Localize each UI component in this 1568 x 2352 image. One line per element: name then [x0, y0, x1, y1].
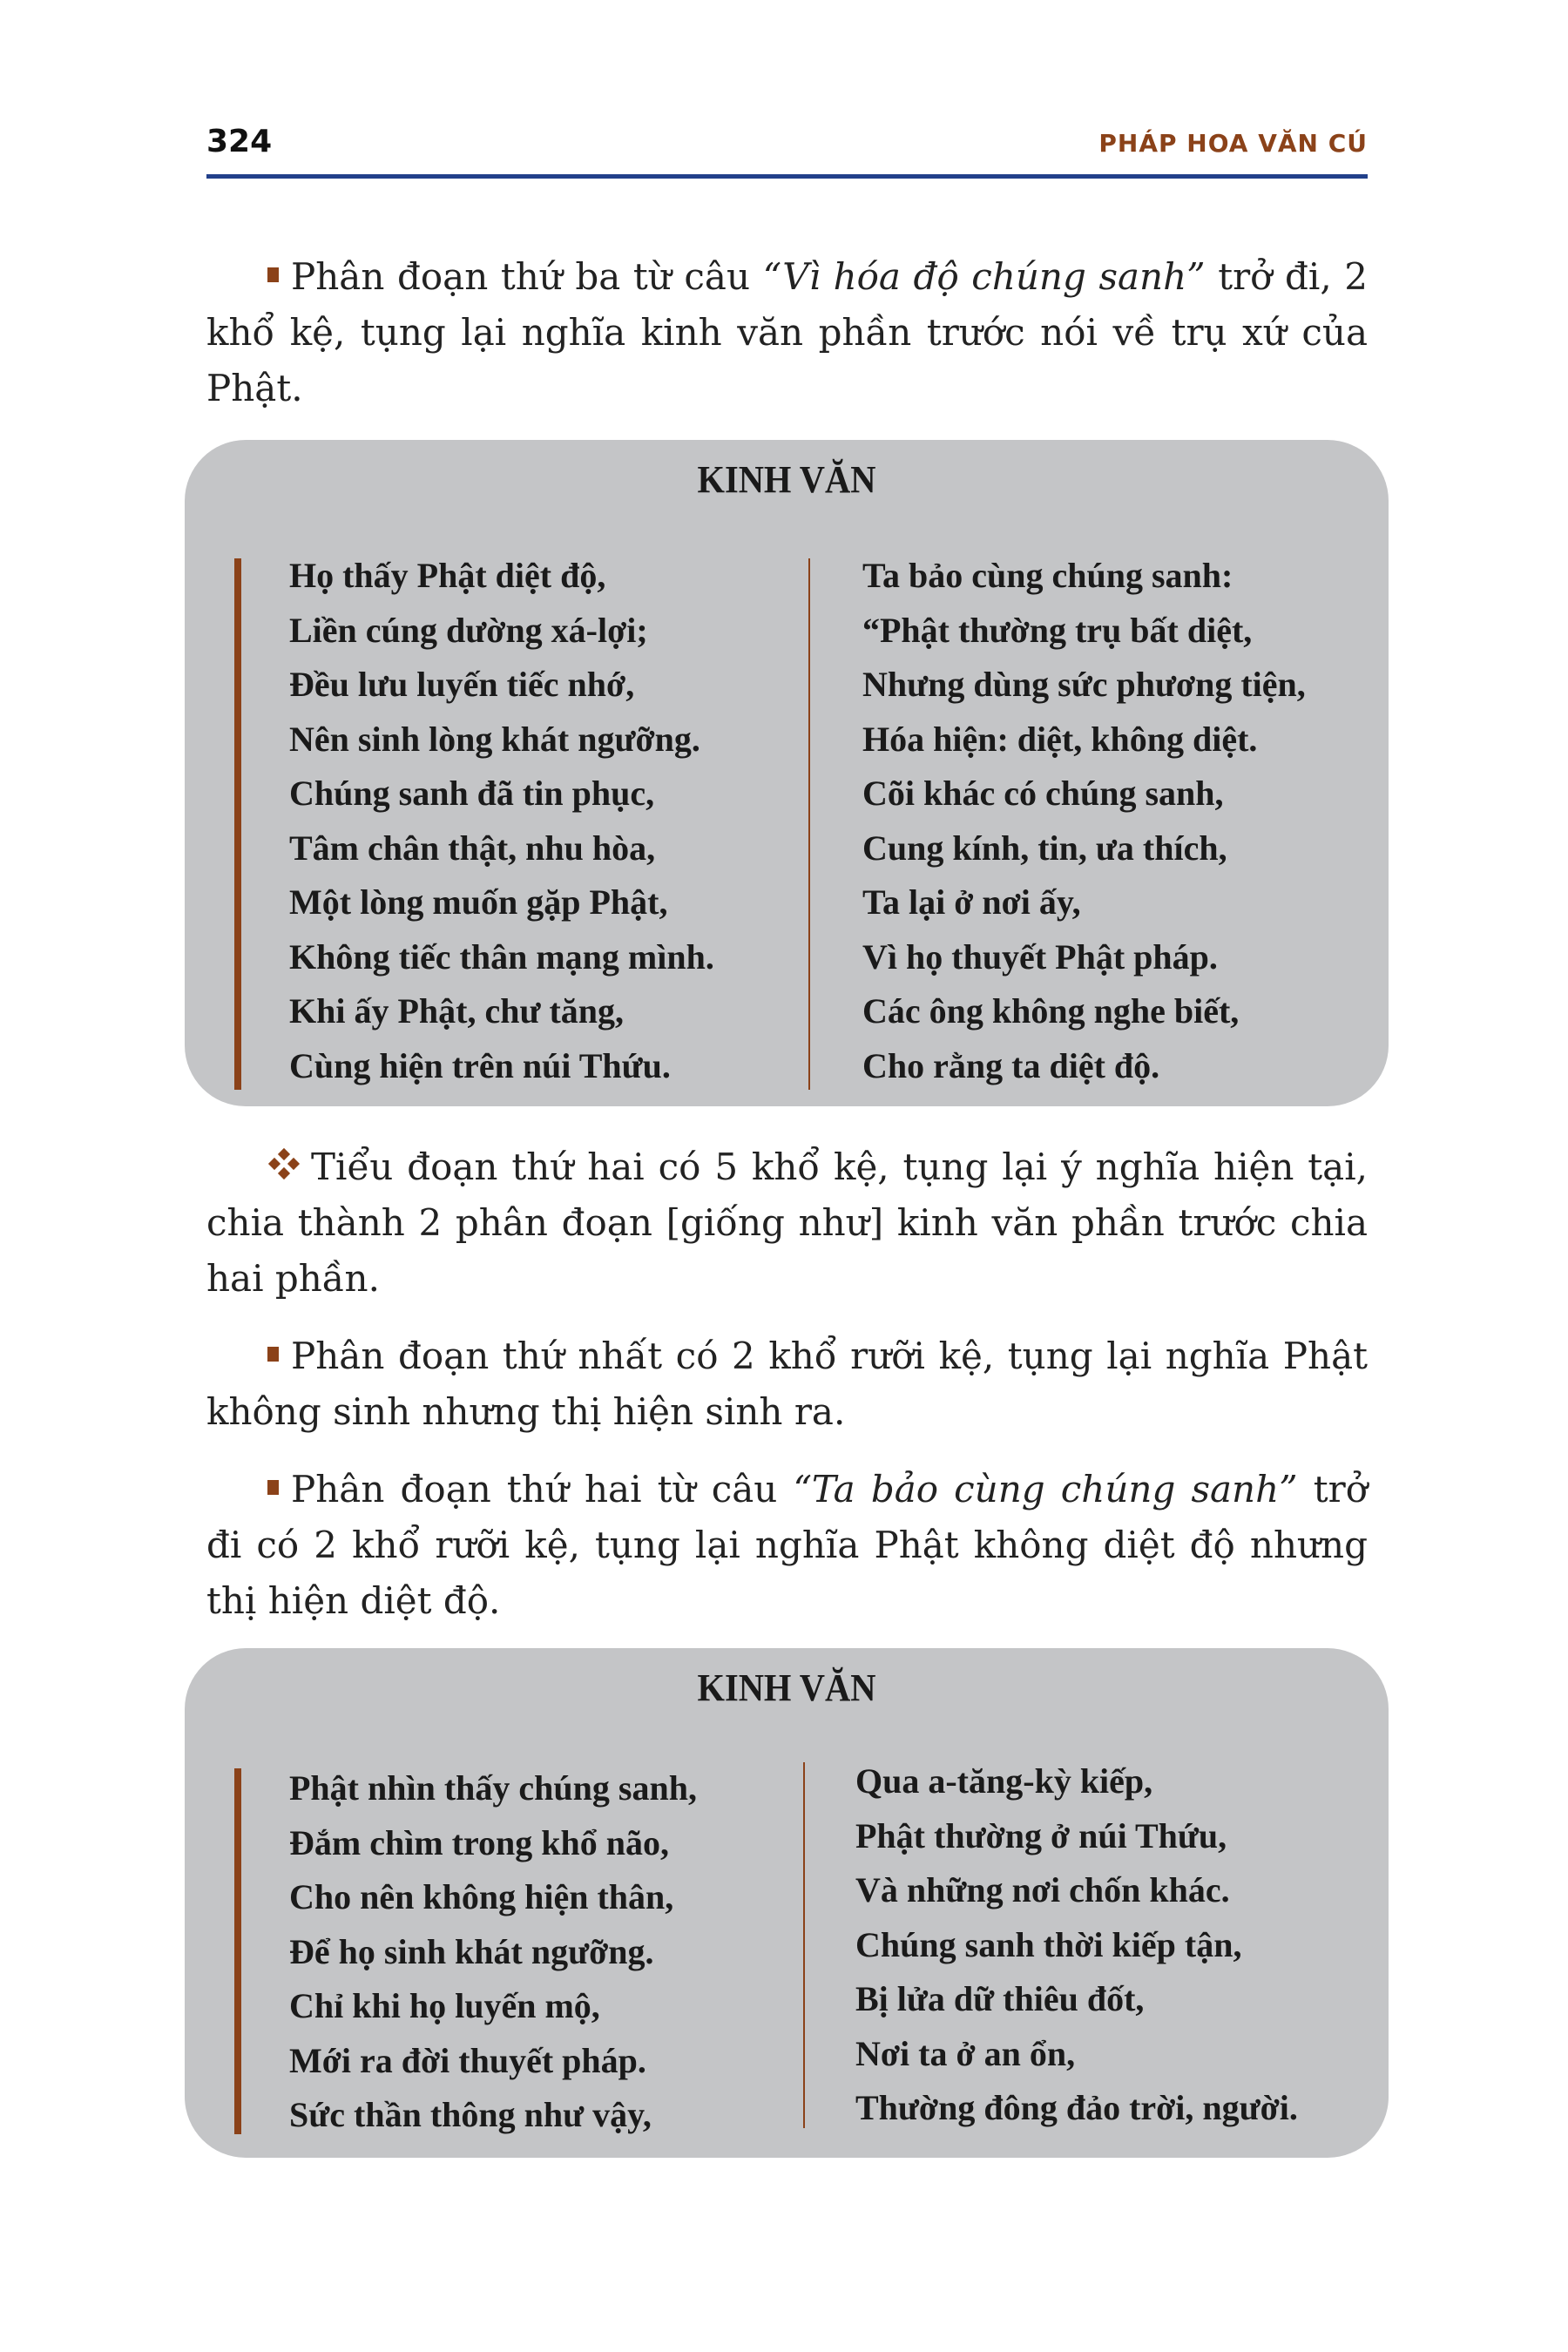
- para2-text: Tiểu đoạn thứ hai có 5 khổ kệ, tụng lại ý nghĩa hiện tại, chia thành 2 phân đoạn [giống như] kinh văn phần trước chia hai phần.: [206, 1146, 1368, 1300]
- verse-line: Và những nơi chốn khác.: [855, 1870, 1230, 1909]
- page-number: 324: [206, 124, 273, 159]
- verse-line: Tâm chân thật, nhu hòa,: [289, 828, 656, 868]
- paragraph-4: [206, 1462, 1368, 1629]
- column-divider-rule: [808, 558, 810, 1090]
- para4-text-before: Phân đoạn thứ hai từ câu: [291, 1468, 794, 1511]
- verse-line: Hóa hiện: diệt, không diệt.: [862, 719, 1258, 759]
- verse-line: Phật thường ở núi Thứu,: [855, 1815, 1227, 1855]
- header-rule: [206, 174, 1368, 179]
- verse-line: Chúng sanh đã tin phục,: [289, 774, 655, 813]
- verse-line: Khi ấy Phật, chư tăng,: [289, 991, 625, 1031]
- verse-line: Nên sinh lòng khát ngưỡng.: [289, 719, 700, 759]
- verse-line: Liền cúng dường xá-lợi;: [289, 610, 648, 650]
- verse-line: Một lòng muốn gặp Phật,: [289, 882, 668, 922]
- verse-line: Cung kính, tin, ưa thích,: [862, 828, 1227, 868]
- verse-column-right: [855, 1754, 1298, 2136]
- verse-line: Ta bảo cùng chúng sanh:: [862, 556, 1233, 595]
- para4-quote: “Ta bảo cùng chúng sanh”: [793, 1468, 1298, 1511]
- verse-column-left: [289, 549, 714, 1093]
- para4-text-after: trở đi có 2 khổ rưỡi kệ, tụng lại nghĩa Phật không diệt độ nhưng thị hiện diệt độ.: [206, 1468, 1369, 1622]
- verse-line: Vì họ thuyết Phật pháp.: [862, 936, 1218, 977]
- verse-line: Thường đông đảo trời, người.: [855, 2088, 1298, 2127]
- square-bullet-icon: [267, 1480, 279, 1495]
- verse-line: “Phật thường trụ bất diệt,: [862, 610, 1253, 650]
- book-title: PHÁP HOA VĂN CÚ: [1098, 129, 1368, 158]
- para3-text: Phân đoạn thứ nhất có 2 khổ rưỡi kệ, tụng lại nghĩa Phật không sinh nhưng thị hiện sinh ra.: [206, 1335, 1368, 1433]
- verse-line: Bị lửa dữ thiêu đốt,: [855, 1979, 1145, 2018]
- para1-text-after: trở đi, 2 khổ kệ, tụng lại nghĩa kinh văn phần trước nói về trụ xứ của Phật.: [206, 255, 1369, 409]
- sutra-title: KINH VĂN: [697, 1666, 876, 1709]
- verse-line: Phật nhìn thấy chúng sanh,: [289, 1768, 697, 1808]
- sutra-box-1: [185, 440, 1389, 1106]
- verse-line: Cho rằng ta diệt độ.: [862, 1045, 1160, 1085]
- verse-line: Họ thấy Phật diệt độ,: [289, 556, 606, 595]
- verse-line: Cùng hiện trên núi Thứu.: [289, 1045, 671, 1085]
- paragraph-1: [206, 249, 1368, 416]
- left-accent-rule: [234, 558, 241, 1090]
- sutra-title: KINH VĂN: [697, 458, 876, 501]
- verse-column-right: [862, 549, 1306, 1093]
- verse-line: Các ông không nghe biết,: [862, 991, 1240, 1031]
- square-bullet-icon: [267, 267, 279, 282]
- column-divider-rule: [803, 1762, 805, 2128]
- verse-line: Đắm chìm trong khổ não,: [289, 1822, 669, 1862]
- verse-line: Nhưng dùng sức phương tiện,: [862, 665, 1306, 704]
- verse-line: Chỉ khi họ luyến mộ,: [289, 1986, 600, 2025]
- verse-line: Để họ sinh khát ngưỡng.: [289, 1931, 654, 1971]
- verse-line: Nơi ta ở an ổn,: [855, 2033, 1076, 2073]
- paragraph-2: [206, 1139, 1368, 1307]
- verse-column-left: [289, 1761, 697, 2143]
- sutra-box-2: [185, 1648, 1389, 2158]
- diamond-bullet-icon: [267, 1148, 301, 1181]
- verse-line: Cho nên không hiện thân,: [289, 1877, 674, 1916]
- verse-line: Mới ra đời thuyết pháp.: [289, 2040, 646, 2080]
- verse-line: Qua a-tăng-kỳ kiếp,: [855, 1761, 1153, 1801]
- paragraph-3: [206, 1328, 1368, 1440]
- verse-line: Không tiếc thân mạng mình.: [289, 936, 714, 977]
- para1-quote: “Vì hóa độ chúng sanh”: [762, 255, 1206, 298]
- square-bullet-icon: [267, 1347, 279, 1362]
- running-header: [206, 124, 1368, 167]
- verse-line: Đều lưu luyến tiếc nhớ,: [289, 665, 635, 704]
- verse-line: Chúng sanh thời kiếp tận,: [855, 1924, 1242, 1964]
- verse-line: Sức thần thông như vậy,: [289, 2095, 652, 2134]
- para1-text-before: Phân đoạn thứ ba từ câu: [291, 255, 763, 298]
- verse-line: Ta lại ở nơi ấy,: [862, 882, 1081, 922]
- verse-line: Cõi khác có chúng sanh,: [862, 774, 1224, 813]
- left-accent-rule: [234, 1768, 241, 2134]
